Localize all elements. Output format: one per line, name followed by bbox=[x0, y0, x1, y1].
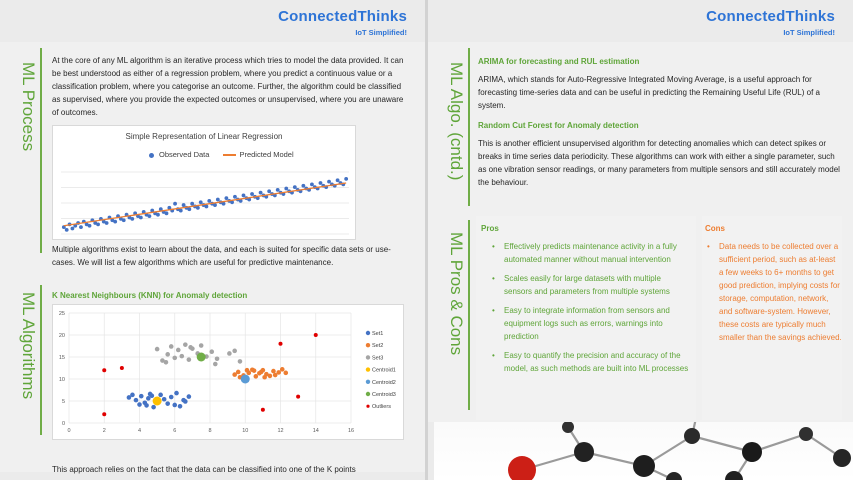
regression-data-point bbox=[199, 200, 203, 204]
regression-data-point bbox=[88, 224, 92, 228]
section-divider bbox=[468, 48, 470, 206]
molecule-image bbox=[434, 422, 853, 480]
knn-data-point bbox=[259, 370, 264, 375]
knn-legend-marker bbox=[366, 331, 370, 335]
right-page bbox=[428, 0, 853, 480]
brand-name: ConnectedThinks bbox=[278, 8, 407, 25]
knn-data-point bbox=[183, 399, 188, 404]
molecule-atom bbox=[799, 427, 813, 441]
knn-legend-marker bbox=[366, 355, 370, 359]
knn-data-point bbox=[130, 393, 135, 398]
knn-legend-label: Centroid1 bbox=[372, 367, 396, 374]
brand-name: ConnectedThinks bbox=[706, 8, 835, 25]
knn-data-point bbox=[279, 342, 283, 346]
knn-data-point bbox=[187, 357, 192, 362]
knn-data-point bbox=[213, 362, 218, 367]
brand-tagline: IoT Simplified! bbox=[783, 28, 835, 37]
regression-predicted-line bbox=[64, 183, 346, 226]
regression-data-point bbox=[122, 218, 126, 222]
predicted-legend-label: Predicted Model bbox=[239, 150, 294, 159]
knn-data-point bbox=[227, 351, 232, 356]
regression-data-point bbox=[327, 180, 331, 184]
knn-data-point bbox=[183, 342, 188, 347]
knn-heading: K Nearest Neighbours (KNN) for Anomaly detection bbox=[52, 291, 248, 300]
knn-data-point bbox=[164, 360, 169, 365]
molecule-atom bbox=[666, 472, 682, 480]
knn-x-tick-label: 8 bbox=[208, 428, 212, 434]
regression-data-point bbox=[336, 178, 340, 182]
regression-data-point bbox=[173, 202, 177, 206]
rcf-heading: Random Cut Forest for Anomaly detection bbox=[478, 121, 639, 130]
knn-data-point bbox=[134, 398, 139, 403]
regression-data-point bbox=[190, 202, 194, 206]
regression-data-point bbox=[344, 177, 348, 181]
knn-data-point bbox=[241, 375, 250, 384]
molecule-atom bbox=[742, 442, 762, 462]
regression-data-point bbox=[182, 203, 186, 207]
regression-chart-title: Simple Representation of Linear Regression bbox=[125, 132, 283, 141]
knn-data-point bbox=[172, 356, 177, 361]
observed-legend-label: Observed Data bbox=[159, 150, 210, 159]
knn-x-tick-label: 12 bbox=[277, 428, 284, 434]
knn-data-point bbox=[162, 397, 167, 402]
knn-data-point bbox=[102, 368, 106, 372]
pros-list bbox=[490, 240, 690, 381]
arima-paragraph: ARIMA, which stands for Auto-Regressive Integrated Moving Average, is a useful approach for forecasting time-series data and can be useful in predicting the Remaining Useful Life (RUL) of a system. bbox=[478, 75, 820, 110]
knn-legend-label: Set3 bbox=[372, 355, 384, 362]
knn-x-tick-label: 4 bbox=[137, 428, 142, 434]
knn-legend-label: Set2 bbox=[372, 343, 384, 350]
regression-data-point bbox=[284, 187, 288, 191]
knn-data-point bbox=[137, 402, 142, 407]
regression-data-point bbox=[207, 199, 211, 203]
knn-data-point bbox=[174, 391, 179, 396]
regression-data-point bbox=[113, 220, 117, 224]
knn-data-point bbox=[296, 395, 300, 399]
pros-heading: Pros bbox=[481, 224, 499, 233]
knn-data-point bbox=[232, 349, 237, 354]
knn-data-point bbox=[148, 392, 153, 397]
regression-data-point bbox=[224, 196, 228, 200]
regression-data-point bbox=[156, 213, 160, 217]
knn-legend-label: Centroid3 bbox=[372, 392, 396, 398]
pros-item: • Effectively predicts maintenance activity in a fully automated manner without manual intervention bbox=[490, 240, 690, 266]
regression-data-point bbox=[293, 185, 297, 189]
regression-data-point bbox=[179, 209, 183, 213]
knn-x-tick-label: 0 bbox=[67, 428, 71, 434]
section-title-ml-algo-cntd: ML Algo. (cntd.) bbox=[447, 62, 466, 181]
knn-data-point bbox=[314, 333, 318, 337]
knn-legend-marker bbox=[366, 392, 370, 396]
knn-data-point bbox=[245, 368, 250, 373]
section-divider bbox=[40, 285, 42, 435]
regression-data-point bbox=[242, 194, 246, 198]
molecule-atom bbox=[684, 428, 700, 444]
regression-data-point bbox=[267, 189, 271, 193]
knn-data-point bbox=[273, 373, 278, 378]
knn-data-point bbox=[139, 394, 144, 399]
brand-header bbox=[278, 8, 407, 37]
arima-heading: ARIMA for forecasting and RUL estimation bbox=[478, 57, 640, 66]
regression-chart bbox=[52, 125, 356, 240]
regression-data-point bbox=[147, 214, 151, 218]
knn-x-tick-label: 16 bbox=[347, 428, 355, 434]
molecule-atom bbox=[633, 455, 655, 477]
knn-legend-marker bbox=[366, 380, 370, 384]
regression-data-point bbox=[71, 227, 75, 231]
regression-data-point bbox=[233, 195, 237, 199]
knn-legend-marker bbox=[366, 343, 370, 347]
molecule-atom bbox=[574, 442, 594, 462]
molecule-atom bbox=[562, 422, 574, 433]
regression-data-point bbox=[79, 225, 83, 229]
cons-heading: Cons bbox=[705, 224, 725, 233]
knn-y-tick-label: 20 bbox=[58, 333, 65, 339]
regression-data-point bbox=[139, 216, 143, 220]
regression-data-point bbox=[105, 221, 109, 225]
knn-data-point bbox=[153, 397, 162, 406]
cons-item: • Data needs to be collected over a sufficient period, such as at-least a few weeks to 6+ months to get good prediction, implying costs for storage, computation, network, and software-system. However, these costs are typically much smaller than the savings achieved. bbox=[705, 240, 842, 344]
knn-data-point bbox=[261, 408, 265, 412]
cons-list bbox=[705, 240, 842, 350]
knn-data-point bbox=[172, 403, 177, 408]
knn-data-point bbox=[188, 345, 193, 350]
knn-x-tick-label: 2 bbox=[102, 428, 106, 434]
regression-data-point bbox=[276, 188, 280, 192]
knn-data-point bbox=[176, 348, 181, 353]
knn-x-tick-label: 10 bbox=[242, 428, 249, 434]
section-title-ml-pros-cons: ML Pros & Cons bbox=[447, 232, 466, 356]
regression-data-point bbox=[259, 191, 263, 195]
molecule-atom bbox=[508, 456, 536, 480]
knn-data-point bbox=[254, 374, 259, 379]
knn-data-point bbox=[268, 374, 273, 379]
regression-data-point bbox=[319, 181, 323, 185]
knn-data-point bbox=[180, 354, 185, 359]
knn-plot bbox=[53, 305, 405, 441]
knn-y-tick-label: 10 bbox=[58, 377, 65, 383]
regression-plot bbox=[53, 126, 357, 241]
molecule-atom bbox=[725, 471, 743, 480]
knn-data-point bbox=[197, 353, 206, 362]
pros-item: • Scales easily for large datasets with multiple sensors and parameters from multiple systems bbox=[490, 272, 690, 298]
knn-data-point bbox=[280, 367, 285, 372]
pros-item: • Easy to quantify the precision and accuracy of the model, as such methods are built into ML processes bbox=[490, 349, 690, 375]
knn-data-point bbox=[102, 412, 106, 416]
brand-header bbox=[706, 8, 835, 37]
knn-x-tick-label: 14 bbox=[312, 428, 319, 434]
regression-data-point bbox=[165, 211, 169, 215]
knn-data-point bbox=[252, 368, 257, 373]
knn-data-point bbox=[271, 369, 276, 374]
regression-data-point bbox=[130, 217, 134, 221]
regression-data-point bbox=[310, 183, 314, 187]
bottom-paragraph: This approach relies on the fact that the data can be classified into one of the K points bbox=[52, 465, 356, 474]
knn-data-point bbox=[120, 366, 124, 370]
knn-data-point bbox=[262, 375, 267, 380]
knn-legend-marker bbox=[366, 405, 369, 408]
regression-data-point bbox=[216, 198, 220, 202]
knn-y-tick-label: 15 bbox=[58, 355, 65, 361]
knn-legend-label: Set1 bbox=[372, 331, 384, 337]
knn-data-point bbox=[209, 349, 214, 354]
regression-data-point bbox=[187, 207, 191, 211]
multi-algo-paragraph: Multiple algorithms exist to learn about the data, and each is suited for specific data sets or use-cases. We will list a few algorithms which are useful for predictive maintenance. bbox=[52, 245, 391, 267]
knn-data-point bbox=[158, 393, 163, 398]
knn-chart bbox=[52, 304, 404, 440]
knn-data-point bbox=[238, 359, 243, 364]
regression-data-point bbox=[250, 192, 254, 196]
section-title-ml-algorithms: ML Algorithms bbox=[19, 292, 38, 400]
knn-data-point bbox=[144, 403, 149, 408]
knn-data-point bbox=[187, 394, 192, 399]
regression-data-point bbox=[301, 184, 305, 188]
knn-data-point bbox=[169, 395, 174, 400]
knn-legend-marker bbox=[366, 367, 370, 371]
knn-legend-label: Centroid2 bbox=[372, 379, 396, 386]
knn-data-point bbox=[165, 352, 170, 357]
rcf-paragraph: This is another efficient unsupervised algorithm for detecting anomalies which can detect spikes or breaks in time series data periodicity. These algorithms can work with either a single parameter, such as one vibration sensor readings, or many parameters from multiple sensors and still accurately model the behaviour. bbox=[478, 139, 840, 187]
knn-data-point bbox=[151, 405, 156, 410]
knn-x-tick-label: 6 bbox=[173, 428, 177, 434]
molecule-atom bbox=[833, 449, 851, 467]
regression-data-point bbox=[65, 228, 69, 232]
intro-paragraph: At the core of any ML algorithm is an iterative process which tries to model the data provided. It can be best understood as either of a regression problem, where you predict a continuous value or a classification problem, where you categorise an outcome. Further, the algorithm could be classified as supervised, where you provide the expected outcomes or unsupervised, where you are unaware of outcomes. bbox=[52, 56, 404, 117]
knn-data-point bbox=[236, 370, 241, 375]
brand-tagline: IoT Simplified! bbox=[355, 28, 407, 37]
knn-y-tick-label: 0 bbox=[61, 421, 65, 427]
molecule-illustration bbox=[434, 422, 853, 480]
regression-data-point bbox=[96, 222, 100, 226]
knn-y-tick-label: 25 bbox=[58, 311, 65, 317]
pros-item: • Easy to integrate information from sensors and equipment logs such as errors, warnings into prediction bbox=[490, 304, 690, 343]
knn-data-point bbox=[178, 404, 183, 409]
knn-data-point bbox=[199, 343, 204, 348]
knn-legend-label: Outliers bbox=[372, 404, 391, 411]
knn-data-point bbox=[215, 356, 220, 361]
regression-data-point bbox=[196, 206, 200, 210]
knn-y-tick-label: 5 bbox=[61, 399, 65, 405]
knn-data-point bbox=[283, 371, 288, 376]
section-divider bbox=[468, 220, 470, 410]
regression-data-point bbox=[213, 203, 217, 207]
knn-data-point bbox=[165, 401, 170, 406]
section-title-ml-process: ML Process bbox=[19, 62, 38, 152]
regression-data-point bbox=[205, 205, 209, 209]
knn-data-point bbox=[169, 344, 174, 349]
left-page bbox=[0, 0, 425, 480]
knn-data-point bbox=[155, 347, 160, 352]
section-divider bbox=[40, 48, 42, 253]
